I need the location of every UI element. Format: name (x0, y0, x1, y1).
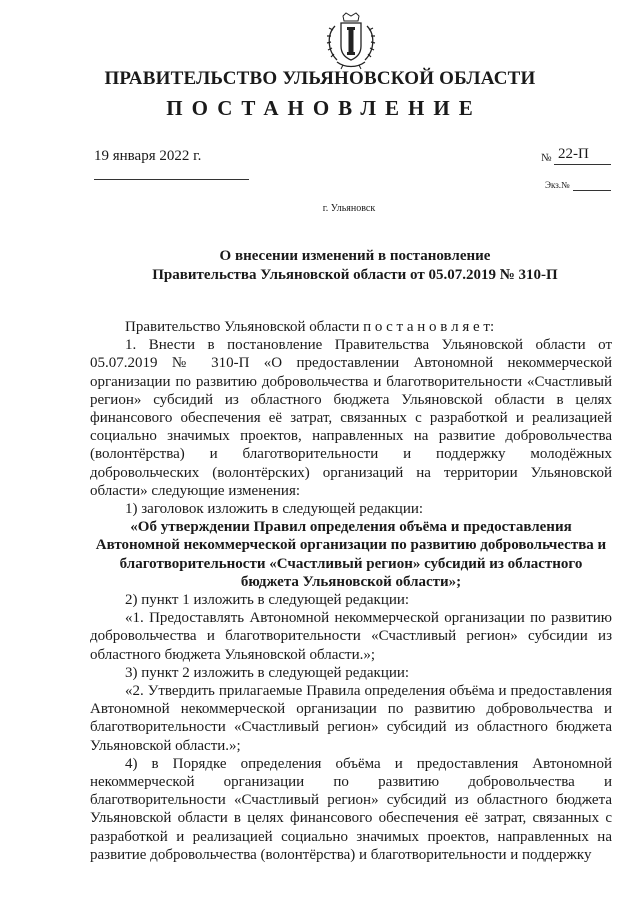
paragraph-subitem-3: 3) пункт 2 изложить в следующей редакции: (125, 664, 410, 681)
paragraph-subitem-4: 4) в Порядке определения объёма и предоставления Автономной некоммерческой организации по развитию добровольчества и благотворительности «Счастливый регион» субсидий из областного бюджета Ульяновской области в целях финансового обеспечения её затрат, связанных с разработкой и реализацией социально значимых проектов, направленных на развитие добровольчества (волонтёрства) и благотворительности и поддержку (90, 755, 612, 863)
number-sign: № (541, 152, 552, 164)
subject-line-2: Правительства Ульяновской области от 05.07.2019 № 310-П (152, 267, 558, 283)
paragraph-subitem-2: 2) пункт 1 изложить в следующей редакции: (125, 592, 410, 609)
document-body (90, 318, 612, 864)
paragraph-item-1: 1. Внести в постановление Правительства Ульяновской области от 05.07.2019 № 310-П «О предоставлении Автономной некоммерческой организации по развитию добровольчества и благотворительности «Счастливый регион» субсидий из областного бюджета Ульяновской области в целях финансового обеспечения её затрат, связанных с разработкой и реализацией социально значимых проектов, направленных на развитие добровольчества (волонтёрства) и благотворительности и поддержку молодёжных добровольческих (волонтёрских) организаций на территории Ульяновской области» следующие изменения: (90, 337, 612, 499)
coat-of-arms-emblem (323, 12, 379, 70)
document-date: 19 января 2022 г. (94, 148, 249, 180)
document-subject (90, 247, 620, 285)
copy-number-line (573, 190, 611, 191)
paragraph-new-point-2: «2. Утвердить прилагаемые Правила определения объёма и предоставления Автономной некоммерческой организации по развитию добровольчества и благотворительности «Счастливый регион» субсидий из областного бюджета Ульяновской области.»; (90, 683, 612, 754)
subject-line-1: О внесении изменений в постановление (219, 248, 491, 264)
document-number: 22-П (554, 146, 611, 165)
paragraph-preamble: Правительство Ульяновской области п о с т а н о в л я е т: (125, 319, 495, 335)
document-type: ПОСТАНОВЛЕНИЕ (166, 96, 482, 120)
city: г. Ульяновск (322, 203, 376, 214)
paragraph-new-point-1: «1. Предоставлять Автономной некоммерческой организации по развитию добровольчества и благотворительности «Счастливый регион» субсидии из областного бюджета Ульяновской области.»; (90, 610, 612, 663)
copy-number-label: Экз.№ (545, 180, 570, 190)
paragraph-new-title: «Об утверждении Правил определения объёма и предоставления Автономной некоммерческой организации по развитию добровольчества и благотворительности «Счастливый регион» субсидий из областного бюджета Ульяновской области»; (95, 519, 607, 590)
paragraph-subitem-1: 1) заголовок изложить в следующей редакции: (125, 501, 424, 518)
government-title: ПРАВИТЕЛЬСТВО УЛЬЯНОВСКОЙ ОБЛАСТИ (104, 68, 536, 89)
